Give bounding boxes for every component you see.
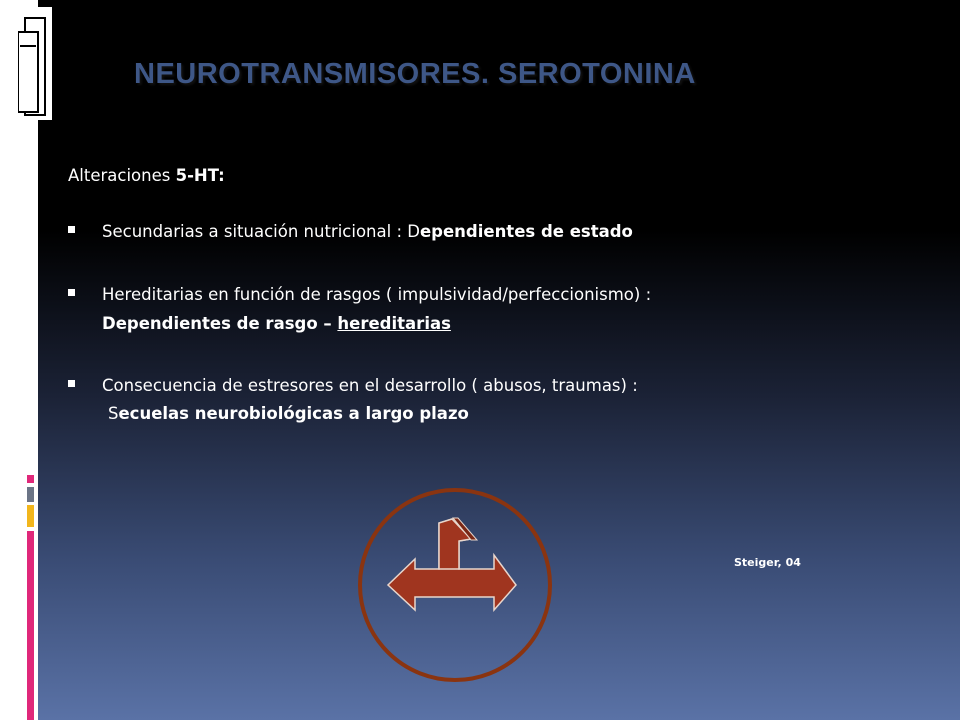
bullet-1 <box>102 220 633 244</box>
three-way-arrow-icon <box>357 487 553 683</box>
heading-prefix: Alteraciones <box>68 166 176 185</box>
deco-bar-pink-long <box>27 531 34 720</box>
deco-bar-gray <box>27 487 34 502</box>
citation: Steiger, 04 <box>734 556 801 569</box>
slide-title: NEUROTRANSMISORES. SEROTONINA <box>134 58 696 90</box>
bullet-marker <box>68 289 75 296</box>
bullet-3-text: Consecuencia de estresores en el desarrollo ( abusos, traumas) : <box>102 376 638 395</box>
bullet-3-prefix: S <box>108 404 119 423</box>
window-stack-icon <box>18 6 54 121</box>
bullet-marker <box>68 226 75 233</box>
bullet-marker <box>68 380 75 387</box>
bullet-3-bold: ecuelas neurobiológicas a largo plazo <box>118 404 469 423</box>
bullet-3 <box>102 374 638 398</box>
bullet-2-bold: Dependientes de rasgo – <box>102 314 338 333</box>
heading-line <box>68 164 225 188</box>
deco-bar-yellow <box>27 505 34 527</box>
bullet-2-underlined: hereditarias <box>337 314 451 333</box>
bullet-1-bold: ependientes de estado <box>419 222 633 241</box>
bullet-2 <box>102 283 651 307</box>
bullet-2-line2 <box>102 312 451 336</box>
heading-bold: 5-HT: <box>175 166 225 185</box>
bullet-1-text: Secundarias a situación nutricional : D <box>102 222 420 241</box>
bullet-3-line2 <box>108 402 469 426</box>
bullet-2-text: Hereditarias en función de rasgos ( impulsividad/perfeccionismo) : <box>102 285 652 304</box>
deco-bar-pink-top <box>27 475 34 483</box>
